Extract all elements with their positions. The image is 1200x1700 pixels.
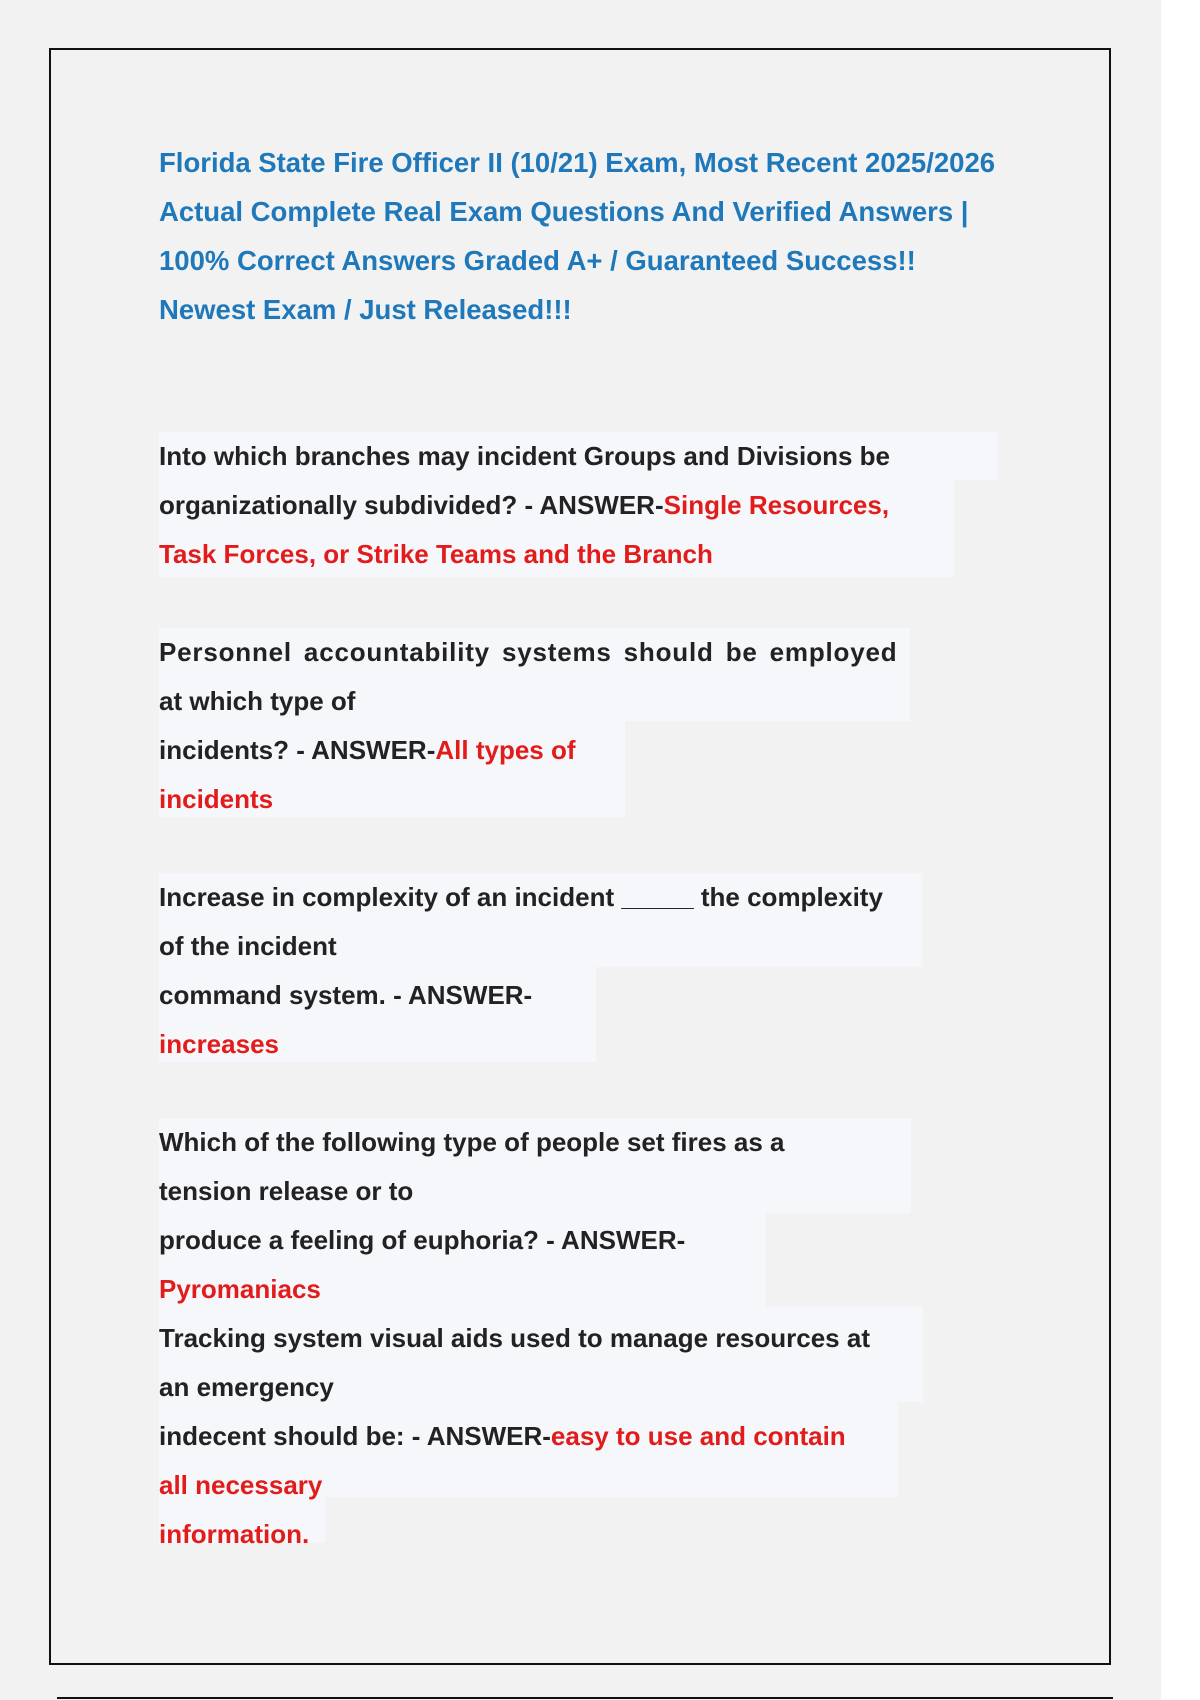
document-title xyxy=(159,138,1039,334)
question-line xyxy=(159,726,897,775)
question-line: produce a feeling of euphoria? - ANSWER- xyxy=(159,1225,686,1255)
title-line: Florida State Fire Officer II (10/21) Exam, Most Recent 2025/2026 xyxy=(159,147,996,178)
answer-line: increases xyxy=(159,1029,279,1059)
answer-line: all necessary xyxy=(159,1470,323,1500)
document-page xyxy=(49,48,1111,1665)
answer-line: Pyromaniacs xyxy=(159,1274,321,1304)
question-line: tension release or to xyxy=(159,1176,414,1206)
answer-text: Single Resources, xyxy=(663,490,890,520)
question-line: Tracking system visual aids used to manage resources at xyxy=(159,1323,870,1353)
question-line: of the incident xyxy=(159,931,337,961)
question-text: indecent should be: - ANSWER- xyxy=(159,1421,551,1451)
question-line: Personnel accountability systems should be employed xyxy=(159,637,898,667)
qa-item xyxy=(159,1118,785,1314)
question-line: Which of the following type of people set fires as a xyxy=(159,1127,785,1157)
question-line xyxy=(159,481,890,530)
title-line: 100% Correct Answers Graded A+ / Guaranteed Success!! xyxy=(159,245,916,276)
question-line: Into which branches may incident Groups and Divisions be xyxy=(159,441,891,471)
title-line: Newest Exam / Just Released!!! xyxy=(159,294,572,325)
answer-text: easy to use and contain xyxy=(550,1421,846,1451)
question-line: an emergency xyxy=(159,1372,334,1402)
question-text: organizationally subdivided? - ANSWER- xyxy=(159,490,664,520)
question-line: command system. - ANSWER- xyxy=(159,980,533,1010)
answer-line: Task Forces, or Strike Teams and the Branch xyxy=(159,539,713,569)
answer-line: information. xyxy=(159,1519,310,1549)
question-line xyxy=(159,1412,870,1461)
qa-item xyxy=(159,873,883,1069)
question-line: at which type of xyxy=(159,686,356,716)
viewer-margin xyxy=(1161,0,1200,1700)
qa-item xyxy=(159,628,897,824)
answer-text: All types of xyxy=(435,735,576,765)
page-divider xyxy=(57,1697,1113,1699)
title-line: Actual Complete Real Exam Questions And Verified Answers | xyxy=(159,196,969,227)
question-line: Increase in complexity of an incident _____ the complexity xyxy=(159,882,883,912)
answer-line: incidents xyxy=(159,784,274,814)
qa-item xyxy=(159,432,890,579)
qa-item xyxy=(159,1314,870,1559)
question-text: incidents? - ANSWER- xyxy=(159,735,436,765)
